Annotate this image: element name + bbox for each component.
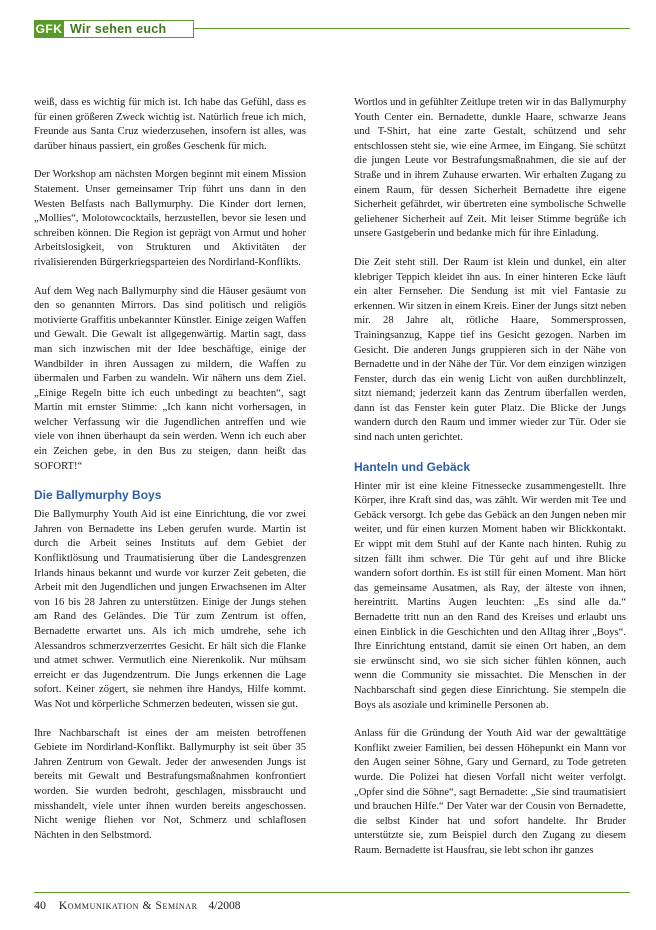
paragraph: Auf dem Weg nach Ballymurphy sind die Häuser gesäumt von den so genannten Mirrors. Das sind politisch und religiös motivierte Graffitis unbekannter Künstler. Einige zeigen Waffen und Gewalt. Die Gewalt ist allgegenwärtig. Martin sagt, dass man sich inzwischen mit der Idee beschäftige, einige der Wandbilder in ihren Aussagen zu mildern, die Waffen zu übermalen und Farben zu wandeln. Wir nähern uns dem Ziel. „Einige Regeln bitte ich euch unbedingt zu beachten“, sagt Martin mit ernster Stimme: „Ich kann nicht vorhersagen, in welcher Verfassung wir die Jugendlichen antreffen und wie viele von ihnen überhaupt da sein werden. Wenn ich euch aber ein Zeichen gebe, in den Bus zu steigen, dann heißt das SOFORT!“ [34,285,306,472]
running-header [34,20,630,40]
issue-number: 4/2008 [208,900,241,912]
gfk-tag: GFK [35,22,63,36]
paragraph: Ihre Nachbarschaft ist eines der am meisten betroffenen Gebiete im Nordirland-Konflikt. Ballymurphy ist seit über 35 Jahren Zentrum von Gewalt. Jeder der anwesenden Jungs ist bereits mit Gewalt und Bestrafungsmaßnahmen konfrontiert worden. Sie wurden bedroht, geschlagen, missbraucht und misshandelt, viele unter ihnen wurden bereits angeschossen. Nicht wenige fliehen vor Not, Schmerz und schlaflosen Nächten in den Selbstmord. [34,727,306,841]
footer-rule [34,892,630,893]
subheading-ballymurphy-boys: Die Ballymurphy Boys [34,488,162,503]
paragraph: Wortlos und in gefühlter Zeitlupe treten wir in das Ballymurphy Youth Center ein. Bernadette, dunkle Haare, schwarze Jeans und T-Shirt, hat eine zarte Gestalt, schützend und sehr entschlossen steht sie, wie eine Armee, im Eingang. Sie schützt die jungen Leute vor Bestrafungsmaßnahmen, die sie auf der Straße und in ihrem Zuhause erwarten. Wir erhalten Zugang zu einem Raum, für dessen Sicherheit Bernadette ihre eigene Sicherheit gefährdet, wir übertreten eine symbolische Schwelle geliehener Sicherheit auf Zeit. Mit leiser Stimme begrüße ich unsere Gastgeberin und bedanke mich für ihre Einladung. [354,97,626,240]
subheading-hanteln-und-gebaeck: Hanteln und Gebäck [354,459,471,474]
paragraph: Die Zeit steht still. Der Raum ist klein und dunkel, ein alter klebriger Teppich kleidet ihn aus. In einer hinteren Ecke läuft ein alter Fernseher. Die Sendung ist mit viel Fantasie zu erkennen. Wir sitzen in einem Kreis. Einer der Jungs sitzt neben mir. 28 Jahre alt, rötliche Haare, Sommersprossen, Trainingsanzug, Kappe tief ins Gesicht gezogen. Narben im Gesicht. Die anderen Jungs gruppieren sich in der Nähe von Bernadette und in der Nähe der Tür. Vor dem einzigen winzigen Fenster, durch das ein wenig Licht von außen durchblinzelt, sitzt niemand; jederzeit kann das Zentrum überfallen werden, dann ist das Fenster kein guter Platz. Die Blicke der Jungs wandern durch den Raum und immer wieder zur Tür. Oder sie sind nach unten gerichtet. [354,256,626,444]
paragraph: Der Workshop am nächsten Morgen beginnt mit einem Mission Statement. Unser gemeinsamer Trip führt uns dann in den Westen Belfasts nach Ballymurphy. Die Kinder dort lernen, „Mollies“, Molotowcocktails, herzustellen, bevor sie lesen und schreiben können. Die Region ist geprägt von Armut und hoher Arbeitslosigkeit, von Strukturen und Aktivitäten der rivalisierenden Bürgerkriegsparteien des Nordirland-Konflikts. [34,169,306,268]
page-number: 40 [34,898,46,912]
paragraph: Die Ballymurphy Youth Aid ist eine Einrichtung, die vor zwei Jahren von Bernadette ins Leben gerufen wurde. Martin ist durch die Arbeit seines Instituts auf dem Gebiet der Konfliktlösung und Traumatisierung über die Landesgrenzen Irlands hinaus bekannt und wurde vor kurzer Zeit gebeten, die Arbeit mit den Jugendlichen und jungen Erwachsenen im Alter von 16 bis 28 Jahren zu unterstützen. Einige der Jungs stehen am Rand des Geländes. Die Tür zum Zentrum ist offen, Bernadette erwartet uns. Als ich mich umdrehe, sehe ich Alessandros schmerzverzerrtes Gesicht. Er hält sich die Flanke und atmet schwer. Vermutlich eine Nierenkolik. Nur mühsam erreicht er das Jugendzentrum. Die Jungs erkennen die Lage sofort. Keiner zögert, sie nehmen ihre Handys, Hilfe kommt. Was Not und körperliche Schmerzen bedeuten, wissen sie gut. [34,509,306,710]
header-rule [194,28,630,29]
journal-name: Kommunikation & Seminar [58,900,198,912]
section-title: Wir sehen euch [70,22,167,36]
paragraph: Hinter mir ist eine kleine Fitnessecke zusammengestellt. Ihre Körper, ihre Kraft sind das, was zählt. Wir werden mit Tee und Gebäck versorgt. Ich gebe das Gebäck an den Jungen neben mir weiter, und für einen kurzen Moment haben wir Blickkontakt. Er wippt mit dem Stuhl auf der Kante nach hinten. Ruhig zu sitzen fällt ihm schwer. Die Tür geht auf und ihre Blicke wandern sofort dorthin. Es ist still für einen Moment. Man hört das gemeinsame Ausatmen, als Ray, der älteste von ihnen, hereintritt. Martins Augen leuchten: „Es sind alle da.“ Bernadette tritt nun an den Rand des Kreises und erlaubt uns einen Einblick in die Geschichten und den Alltag ihrer „Boys“. Ihre Einrichtung entstand, damit sie einen Ort haben, an dem sie erwünscht sind, wo sie sich sicher fühlen können, auch wenn die Community sie missachtet. Die Menschen in der Nachbarschaft sind gegen diese Einrichtung. Sie stempeln die Boys als asoziale und kriminelle Personen ab. [354,480,626,711]
paragraph: weiß, dass es wichtig für mich ist. Ich habe das Gefühl, dass es für einen größeren Zweck wichtig ist. Natürlich freue ich mich, Freunde aus Santa Cruz wiederzusehen, insofern ist alles, was darüber hinaus passiert, ein großes Geschenk für mich. [34,97,306,152]
right-column [354,96,626,859]
left-column [34,96,306,843]
page-footer [34,898,240,913]
paragraph: Anlass für die Gründung der Youth Aid war der gewalttätige Konflikt zweier Familien, bei dessen Höhepunkt ein Mann vor den Augen seiner Söhne, Gary und Gernard, zu Tode getreten wurde. Die Polizei hat diesen Vorfall nicht weiter verfolgt. „Opfer sind die Söhne“, sagt Bernadette: „Sie sind traumatisiert und brauchen Hilfe.“ Der Vater war der Cousin von Bernadette, die selbst Kinder hat und sofort handelte. Ihr Bruder unterstützte sie, zum Beispiel durch den Zugang zu diesem Raum. Bernadette ist Hausfrau, sie lebt schon ihr ganzes [354,728,626,856]
